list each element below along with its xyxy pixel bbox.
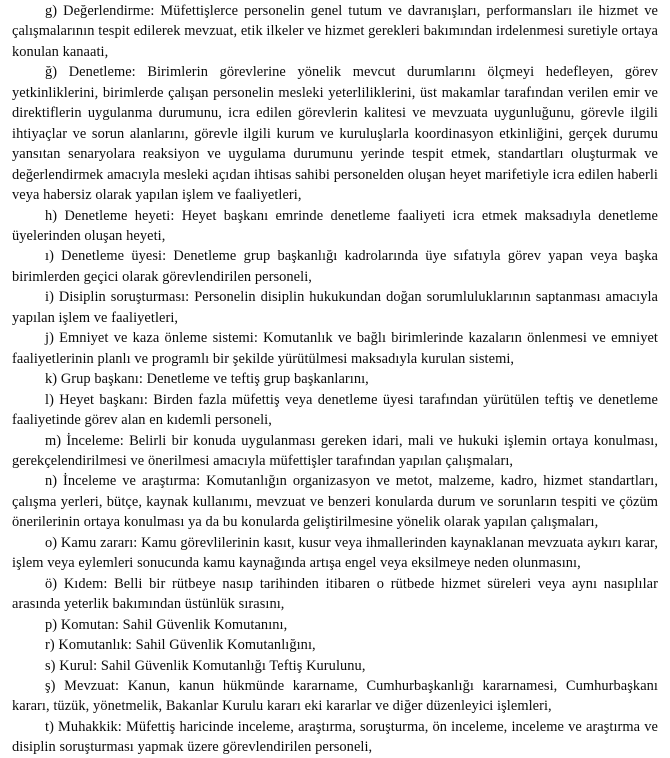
clause-paragraph: k) Grup başkanı: Denetleme ve teftiş grup başkanlarını, — [45, 371, 369, 388]
clause-paragraph: ş) Mevzuat: Kanun, kanun hükmünde kararname, Cumhurbaşkanlığı kararnamesi, Cumhurbaşkanı kararı, tüzük, yönetmelik, Bakanlar Kurulu kararı eki kararlar ve diğer düzenleyici işlemleri, — [12, 677, 658, 715]
clause-paragraph: s) Kurul: Sahil Güvenlik Komutanlığı Teftiş Kurulunu, — [45, 657, 366, 674]
clause-paragraph: n) İnceleme ve araştırma: Komutanlığın organizasyon ve metot, malzeme, kadro, hizmet standartları, çalışma yerleri, bütçe, kaynak kullanımı, mevzuat ve benzeri konularda durum ve sorunların tespiti ve çözüm önerilerinin ortaya konulması ya da bu konularda geliştirilmesine yönelik olarak yapılan çalışmaları, — [12, 473, 658, 531]
clause-paragraph: l) Heyet başkanı: Birden fazla müfettiş veya denetleme üyesi tarafından yürütülen teftiş ve denetleme faaliyetinde görev alan en kıdemli personeli, — [12, 391, 658, 429]
clause-paragraph: g) Değerlendirme: Müfettişlerce personelin genel tutum ve davranışları, performansları ile hizmet ve çalışmalarının tespit edilerek mevzuat, etik ilkeler ve hizmet gerekleri bakımından irdelenmesi suretiyle ortaya konulan kanaati, — [12, 3, 658, 60]
clause-list — [12, 1, 658, 758]
clause-paragraph: i) Disiplin soruşturması: Personelin disiplin hukukundan doğan sorumluluklarının saptanması amacıyla yapılan işlem ve faaliyetleri, — [12, 289, 658, 326]
clause-paragraph: h) Denetleme heyeti: Heyet başkanı emrinde denetleme faaliyeti icra etmek maksadıyla denetleme üyelerinden oluşan heyeti, — [12, 207, 658, 244]
clause-paragraph: o) Kamu zararı: Kamu görevlilerinin kasıt, kusur veya ihmallerinden kaynaklanan mevzuata aykırı karar, işlem veya eylemleri sonucunda kamu kaynağında artışa engel veya eksilmeye neden olunmasını, — [12, 534, 658, 572]
clause-paragraph: ö) Kıdem: Belli bir rütbeye nasıp tarihinden itibaren o rütbede hizmet süreleri veya aynı nasıplılar arasında yeterlik bakımından üstünlük sırasını, — [12, 575, 658, 613]
clause-paragraph: p) Komutan: Sahil Güvenlik Komutanını, — [45, 616, 288, 633]
clause-paragraph: ğ) Denetleme: Birimlerin görevlerine yönelik mevcut durumlarını ölçmeyi hedefleyen, görev yetkinliklerini, birimlerde çalışan personelin mesleki yeterliliklerini, üst makamlar tarafından verilen emir ve direktiflerin uygulanma durumunu, icra edilen görevlerin kalitesi ve mevzuata uygunluğunu, görevle ilgili ihtiyaçlar ve sorun alanlarını, görevle ilgili kurum ve kuruluşlarla koordinasyon etkinliğini, gerçek durumu yansıtan senaryolara reaksiyon ve uygulama durumunu yerinde tespit etmek, standartları oluşturmak ve değerlendirmek amacıyla mesleki açıdan ihtisas sahibi personelden oluşan heyet marifetiyle icra edilen haberli veya habersiz olarak yapılan işlem ve faaliyetleri, — [12, 64, 658, 204]
clause-paragraph: r) Komutanlık: Sahil Güvenlik Komutanlığını, — [45, 637, 316, 654]
clause-paragraph: m) İnceleme: Belirli bir konuda uygulanması gereken idari, mali ve hukuki işlemin ortaya konulması, gerekçelendirilmesi ve önerilmesi amacıyla müfettişler tarafından yapılan çalışmaları, — [12, 432, 658, 469]
clause-paragraph: ı) Denetleme üyesi: Denetleme grup başkanlığı kadrolarında üye sıfatıyla görev yapan veya başka birimlerden geçici olarak görevlendirilen personeli, — [12, 248, 658, 285]
clause-paragraph: t) Muhakkik: Müfettiş haricinde inceleme, araştırma, soruşturma, ön inceleme, inceleme ve araştırma ve disiplin soruşturması yapmak üzere görevlendirilen personeli, — [12, 718, 658, 756]
clause-paragraph: j) Emniyet ve kaza önleme sistemi: Komutanlık ve bağlı birimlerinde kazaların önlenmesi ve emniyet faaliyetlerinin planlı ve programlı bir şekilde yürütülmesi maksadıyla kurulan sistemi, — [12, 330, 658, 367]
